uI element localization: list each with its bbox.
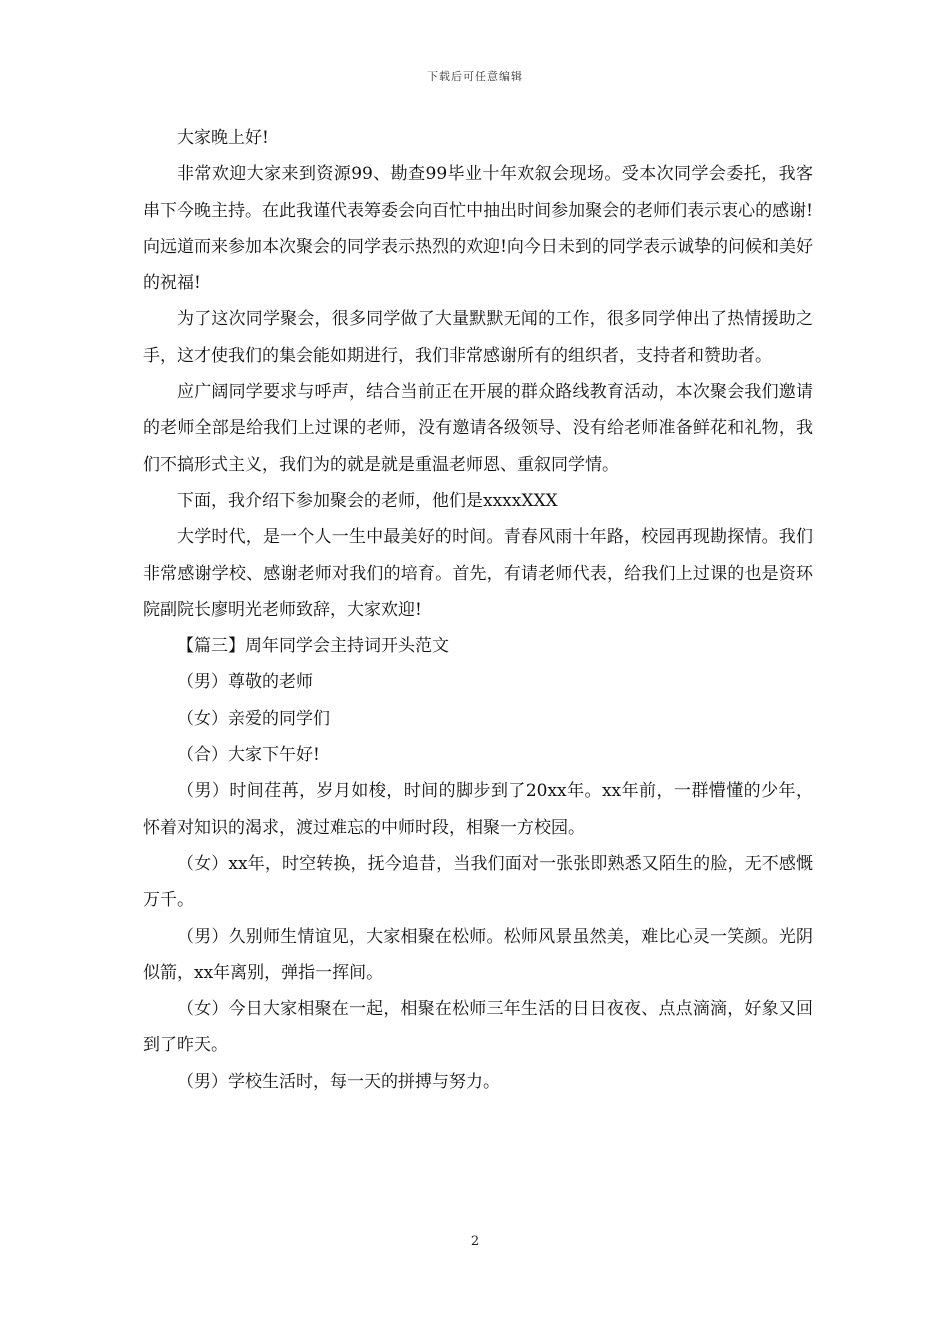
paragraph-welcome: 非常欢迎大家来到资源99、勘查99毕业十年欢叙会现场。受本次同学会委托，我客串下今晚主持。在此我谨代表筹委会向百忙中抽出时间参加聚会的老师们表示衷心的感谢!向远道而来参加本次聚会的同学表示热烈的欢迎!向今日未到的同学表示诚挚的问候和美好的祝福! [143, 164, 813, 294]
paragraph-together: （合）大家下午好! [177, 745, 320, 766]
page-number: 2 [470, 1234, 480, 1249]
paragraph-female-2: （女）xx年，时空转换，抚今追昔，当我们面对一张张即熟悉又陌生的脸，无不感慨万千。 [143, 853, 813, 911]
paragraph-teachers-intro: 下面，我介绍下参加聚会的老师，他们是xxxxXXX [177, 490, 558, 511]
paragraph-male-3: （男）久别师生情谊见，大家相聚在松师。松师风景虽然美，难比心灵一笑颜。光阴似箭，xx年离别，弹指一挥间。 [143, 926, 813, 983]
paragraph-greeting: 大家晚上好! [177, 128, 269, 148]
paragraph-male-4: （男）学校生活时，每一天的拼搏与努力。 [177, 1071, 500, 1092]
paragraph-female-1: （女）亲爱的同学们 [177, 708, 330, 729]
paragraph-female-3: （女）今日大家相聚在一起，相聚在松师三年生活的日日夜夜、点点滴滴，好象又回到了昨天。 [143, 999, 813, 1056]
paragraph-invitation: 应广阔同学要求与呼声，结合当前正在开展的群众路线教育活动，本次聚会我们邀请的老师全部是给我们上过课的老师，没有邀请各级领导、没有给老师准备鲜花和礼物，我们不搞形式主义，我们为的就是就是重温老师恩、重叙同学情。 [143, 382, 813, 475]
paragraph-male-1: （男）尊敬的老师 [177, 672, 313, 693]
paragraph-thanks: 为了这次同学聚会，很多同学做了大量默默无闻的工作，很多同学伸出了热情援助之手，这才使我们的集会能如期进行，我们非常感谢所有的组织者，支持者和赞助者。 [143, 309, 813, 366]
paragraph-male-2: （男）时间荏苒，岁月如梭，时间的脚步到了20xx年。xx年前，一群懵懂的少年，怀着对知识的渴求，渡过难忘的中师时段，相聚一方校园。 [143, 781, 813, 838]
document-body [143, 120, 813, 1100]
paragraph-college-time: 大学时代，是一个人一生中最美好的时间。青春风雨十年路，校园再现勘探情。我们非常感谢学校、感谢老师对我们的培育。首先，有请老师代表，给我们上过课的也是资环院副院长廖明光老师致辞，大家欢迎! [143, 527, 813, 620]
page-header: 下载后可任意编辑 [427, 70, 523, 83]
section-heading: 【篇三】周年同学会主持词开头范文 [177, 636, 449, 657]
